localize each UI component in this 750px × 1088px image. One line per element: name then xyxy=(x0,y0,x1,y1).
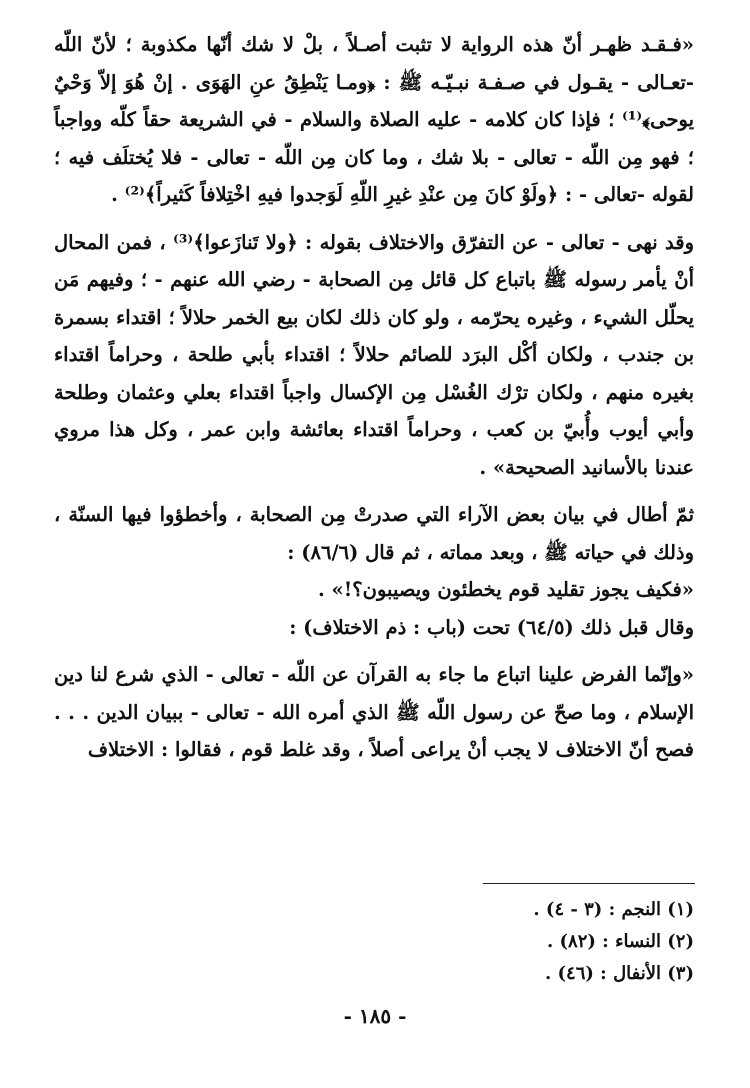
footnotes xyxy=(300,894,694,990)
paragraph-6-quote: «وإنّما الفرض علينا اتباع ما جاء به القرآن عن اللّه - تعالى - الذي شرع لنا دين الإسلام ، وما صحّ عن رسول اللّه ﷺ الذي أمره الله - تعالى - ببيان الدين . . . فصح أنّ الاختلاف لا يجب أنْ يراعى أصلاً ، وقد غلط قوم ، فقالوا : الاختلاف xyxy=(54,663,694,761)
footnote-divider xyxy=(483,883,695,884)
paragraph-3: ثمّ أطال في بيان بعض الآراء التي صدرتْ مِن الصحابة ، وأخطؤوا فيها السنّة ، وذلك في حياته ﷺ ، وبعد مماته ، ثم قال (٨٦/٦) : xyxy=(54,503,694,564)
footnote-3: (٣) الأنفال : (٤٦) . xyxy=(544,963,694,984)
paragraph-1: «فـقـد ظهـر أنّ هذه الرواية لا تثبت أصـلاً ، بلْ لا شك أنّها مكذوبة ؛ لأنّ اللّه -تعـالى - يقـول في صـفـة نبـيّـه ﷺ : ﴿ومـا يَنْطِقُ عنِ الهَوَى . إنْ هُوَ إلاّ وَحْيٌ يوحى﴾⁽¹⁾ ؛ فإذا كان كلامه - عليه الصلاة والسلام - في الشريعة حقاً كلّه وواجباً ؛ فهو مِن اللّه - تعالى - بلا شك ، وما كان مِن اللّه - تعالى - فلا يُختلَف فيه ؛ لقوله -تعالى - : ﴿ولَوْ كانَ مِن عنْدِ غيرِ اللّهِ لَوَجدوا فيهِ اخْتِلافاً كَثيراً﴾⁽²⁾ . xyxy=(54,33,694,206)
paragraph-2: وقد نهى - تعالى - عن التفرّق والاختلاف بقوله : ﴿ولا تَنازَعوا﴾⁽³⁾ ، فمن المحال أنْ يأمر رسوله ﷺ باتباع كل قائل مِن الصحابة - رضي الله عنهم - ؛ وفيهم مَن يحلّل الشيء ، وغيره يحرّمه ، ولو كان ذلك لكان بيع الخمر حلالاً ؛ اقتداء بسمرة بن جندب ، ولكان أكْل البرَد للصائم حلالاً ؛ اقتداء بأبي طلحة ، وحراماً اقتداء بغيره منهم ، ولكان ترْك الغُسْل مِن الإكسال واجباً اقتداء بعلي وعثمان وطلحة وأبي أيوب وأُبيّ بن كعب ، وحراماً اقتداء بعائشة وابن عمر ، وكل هذا مروي عندنا بالأسانيد الصحيحة» . xyxy=(54,230,694,479)
paragraph-5: وقال قبل ذلك (٦٤/٥) تحت (باب : ذم الاختلاف) : xyxy=(289,615,694,639)
footnote-2: (٢) النساء : (٨٢) . xyxy=(546,931,694,952)
paragraph-4-quote: «فكيف يجوز تقليد قوم يخطئون ويصيبون؟!» . xyxy=(317,578,694,601)
main-text xyxy=(54,26,694,769)
page-number: - ١٨٥ - xyxy=(343,1004,407,1028)
footnote-1: (١) النجم : (٣ - ٤) . xyxy=(533,899,694,920)
